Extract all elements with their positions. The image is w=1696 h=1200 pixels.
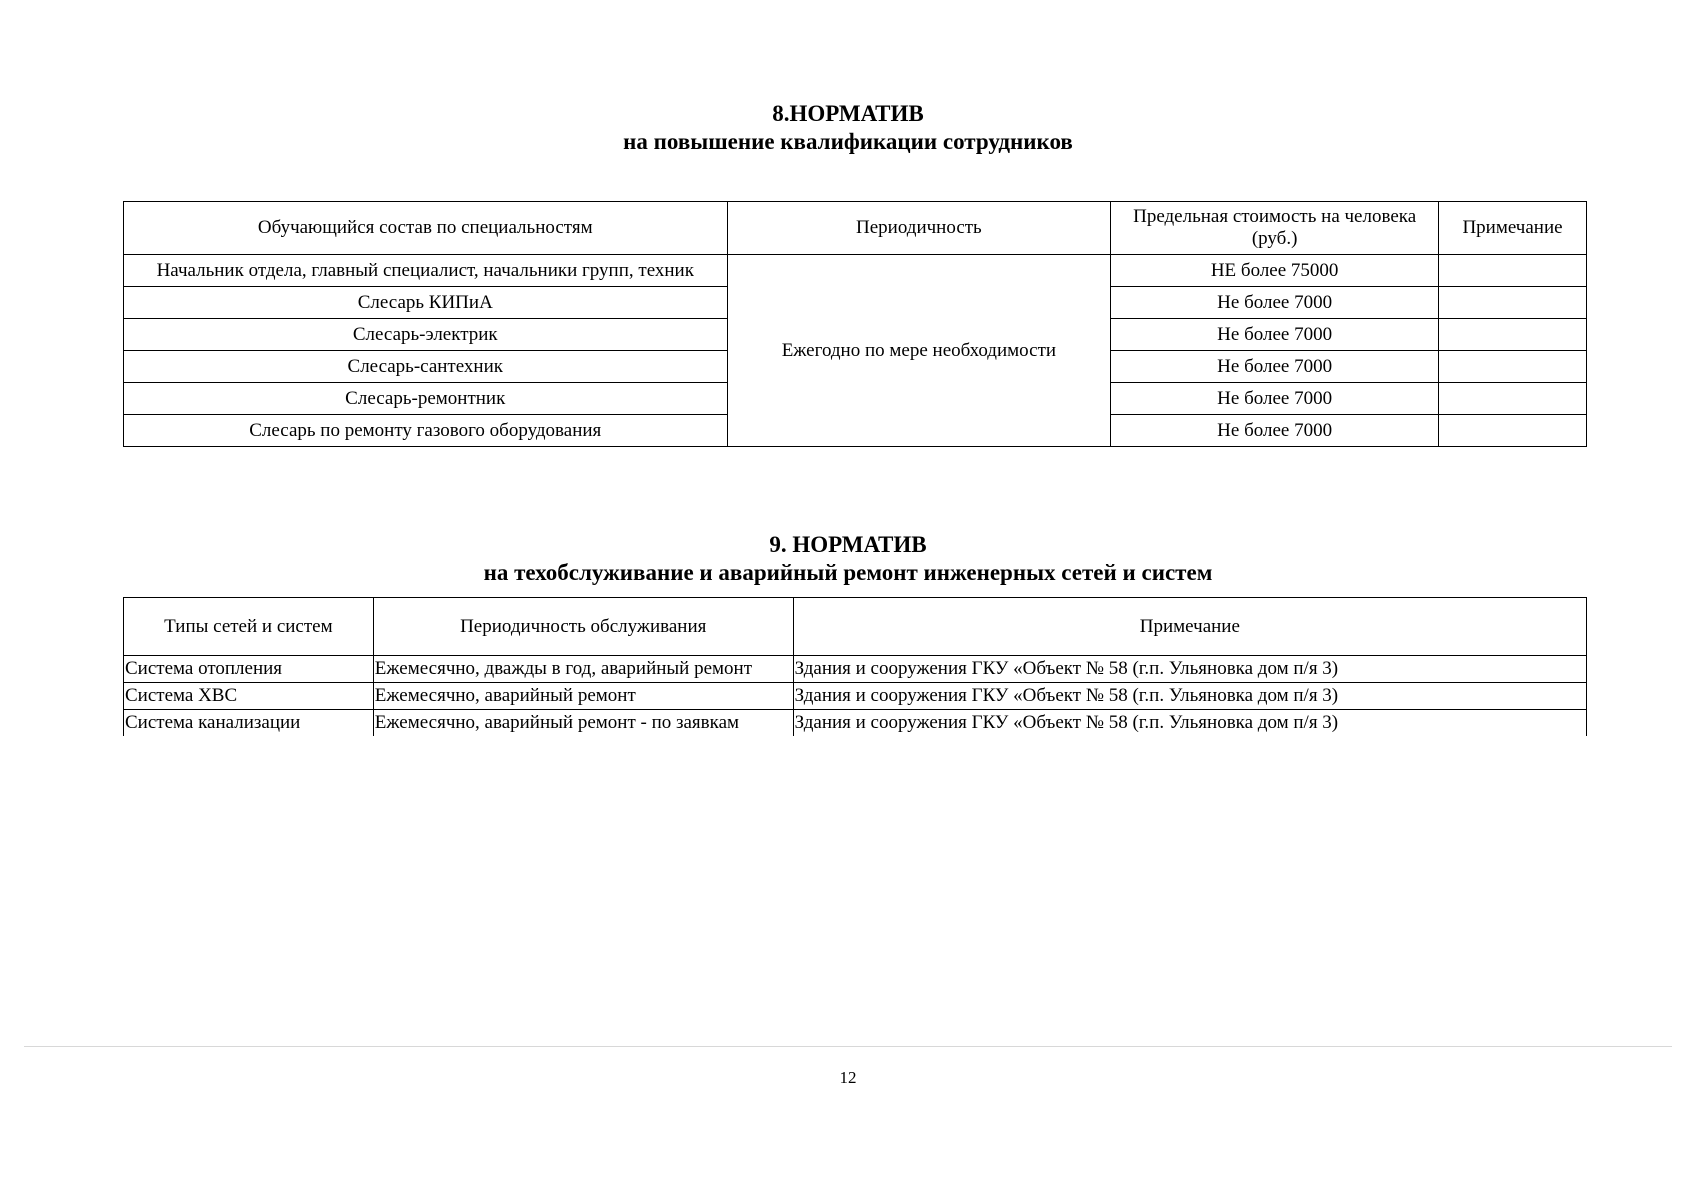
service-periodicity-cell: Ежемесячно, аварийный ремонт xyxy=(373,683,793,710)
header-service-periodicity: Периодичность обслуживания xyxy=(373,598,793,656)
cost-cell: Не более 7000 xyxy=(1111,351,1439,383)
service-periodicity-cell: Ежемесячно, дважды в год, аварийный ремонт xyxy=(373,656,793,683)
staff-cell: Слесарь по ремонту газового оборудования xyxy=(124,415,728,447)
cost-cell: Не более 7000 xyxy=(1111,319,1439,351)
cost-cell: Не более 7000 xyxy=(1111,383,1439,415)
staff-cell: Слесарь-сантехник xyxy=(124,351,728,383)
table-row xyxy=(124,656,1587,683)
staff-cell: Слесарь-ремонтник xyxy=(124,383,728,415)
note-cell: Здания и сооружения ГКУ «Объект № 58 (г.п. Ульяновка дом п/я 3) xyxy=(793,683,1586,710)
section-9-subtitle: на техобслуживание и аварийный ремонт инженерных сетей и систем xyxy=(483,560,1213,585)
footer-divider xyxy=(24,1046,1672,1047)
system-type-cell: Система канализации xyxy=(124,710,374,737)
cost-cell: НЕ более 75000 xyxy=(1111,255,1439,287)
table-row xyxy=(124,683,1587,710)
note-cell xyxy=(1439,351,1587,383)
system-type-cell: Система отопления xyxy=(124,656,374,683)
note-cell xyxy=(1439,287,1587,319)
staff-cell: Слесарь КИПиА xyxy=(124,287,728,319)
periodicity-cell: Ежегодно по мере необходимости xyxy=(727,255,1111,447)
staff-cell: Начальник отдела, главный специалист, начальники групп, техник xyxy=(124,255,728,287)
section-8-subtitle: на повышение квалификации сотрудников xyxy=(623,129,1073,154)
cost-cell: Не более 7000 xyxy=(1111,415,1439,447)
table-header-row xyxy=(124,202,1587,255)
table-row xyxy=(124,710,1587,737)
header-staff: Обучающийся состав по специальностям xyxy=(124,202,728,255)
service-periodicity-cell: Ежемесячно, аварийный ремонт - по заявкам xyxy=(373,710,793,737)
section-8-title: 8.НОРМАТИВ xyxy=(772,101,924,126)
header-periodicity: Периодичность xyxy=(727,202,1111,255)
header-note: Примечание xyxy=(1439,202,1587,255)
note-cell: Здания и сооружения ГКУ «Объект № 58 (г.п. Ульяновка дом п/я 3) xyxy=(793,656,1586,683)
staff-cell: Слесарь-электрик xyxy=(124,319,728,351)
cost-cell: Не более 7000 xyxy=(1111,287,1439,319)
note-cell xyxy=(1439,255,1587,287)
note-cell xyxy=(1439,319,1587,351)
note-cell xyxy=(1439,415,1587,447)
section-8-heading xyxy=(0,100,1696,156)
page-number: 12 xyxy=(839,1068,857,1087)
table-header-row xyxy=(124,598,1587,656)
section-9-heading xyxy=(0,531,1696,587)
table-row xyxy=(124,255,1587,287)
note-cell xyxy=(1439,383,1587,415)
header-cost: Предельная стоимость на человека (руб.) xyxy=(1111,202,1439,255)
note-cell: Здания и сооружения ГКУ «Объект № 58 (г.п. Ульяновка дом п/я 3) xyxy=(793,710,1586,737)
system-type-cell: Система ХВС xyxy=(124,683,374,710)
header-system-type: Типы сетей и систем xyxy=(124,598,374,656)
training-norm-table xyxy=(123,201,1587,447)
header-note: Примечание xyxy=(793,598,1586,656)
maintenance-norm-table xyxy=(123,597,1587,736)
section-9-title: 9. НОРМАТИВ xyxy=(769,532,927,557)
